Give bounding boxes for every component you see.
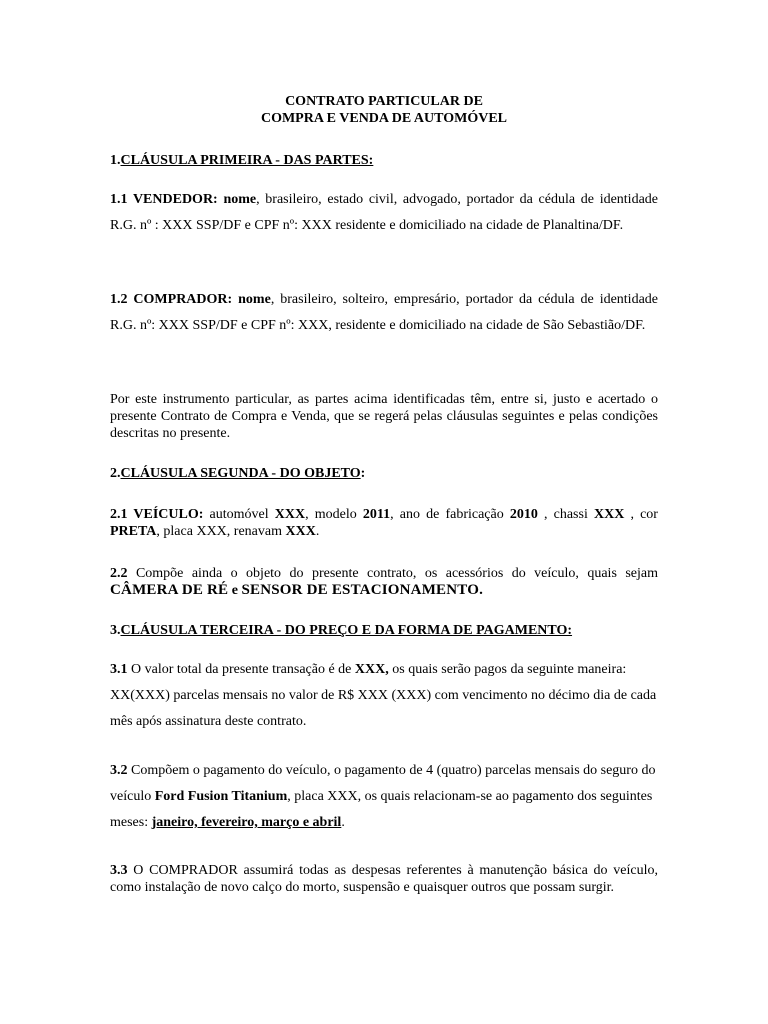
seller-text: , brasileiro, estado civil, advogado, portador da cédula de identidade R.G. nº : XXX SSP/DF e CPF nº: XXX residente e domiciliado na cidade de Planaltina/DF. (110, 192, 659, 233)
vehicle-make: XXX (274, 507, 306, 522)
accessories-conjunction: e (228, 583, 242, 598)
title-line-1: CONTRATO PARTICULAR DE (285, 94, 483, 109)
clause1-heading (110, 152, 658, 170)
buyer-label: 1.2 COMPRADOR: (110, 292, 233, 307)
vehicle-paragraph (110, 506, 658, 540)
clause2-heading (110, 465, 658, 483)
insurance-paragraph (110, 758, 658, 836)
seller-label: 1.1 VENDEDOR: (110, 192, 218, 207)
accessory-camera: CÂMERA DE RÉ (110, 582, 229, 598)
payment-value-paragraph (110, 657, 658, 735)
seller-name: nome (223, 192, 257, 207)
p31-text-2: os quais serão pagos da seguinte maneira: XX(XXX) parcelas mensais no valor de R$ XXX (XXX) com vencimento no décimo dia de cada mês após assinatura deste contrato. (110, 662, 657, 729)
clause1-title: CLÁUSULA PRIMEIRA - DAS PARTES: (120, 153, 374, 168)
vehicle-text-1: automóvel (203, 507, 275, 522)
contract-title (0, 93, 768, 127)
vehicle-text-3: , ano de fabricação (390, 507, 510, 522)
clause2-colon: : (360, 466, 366, 481)
p33-label: 3.3 (110, 863, 128, 878)
vehicle-color: PRETA (110, 524, 157, 539)
p32-text-1: Compõem o pagamento do veículo, o pagamento de 4 (quatro) parcelas mensais do seguro do veículo (110, 763, 656, 804)
clause1-number: 1. (110, 153, 121, 168)
clause3-heading (110, 622, 658, 640)
clause3-title: CLÁUSULA TERCEIRA - DO PREÇO E DA FORMA DE PAGAMENTO: (120, 623, 573, 638)
p32-label: 3.2 (110, 763, 128, 778)
p32-vehicle-model: Ford Fusion Titanium (154, 789, 288, 804)
intro-paragraph: Por este instrumento particular, as partes acima identificadas têm, entre si, justo e acertado o presente Contrato de Compra e Venda, que se regerá pelas cláusulas seguintes e pelas condições descritas no presente. (110, 392, 658, 441)
p32-text-3: . (341, 815, 345, 830)
p32-months: janeiro, fevereiro, março e abril (151, 815, 342, 830)
vehicle-label: 2.1 VEÍCULO: (110, 507, 204, 522)
vehicle-text-2: , modelo (305, 507, 363, 522)
accessories-paragraph (110, 565, 658, 599)
vehicle-text-4: , chassi (537, 507, 594, 522)
p31-label: 3.1 (110, 662, 128, 677)
p31-text-1: O valor total da presente transação é de (127, 662, 355, 677)
vehicle-renavam: XXX (285, 524, 316, 539)
accessories-text: Compõe ainda o objeto do presente contrato, os acessórios do veículo, quais sejam (127, 566, 658, 581)
vehicle-text-7: . (315, 524, 320, 539)
buyer-text: , brasileiro, solteiro, empresário, portador da cédula de identidade R.G. nº: XXX SSP/DF e CPF nº: XXX, residente e domiciliado na cidade de São Sebastião/DF. (110, 292, 659, 333)
vehicle-model-year: 2011 (362, 507, 391, 522)
vehicle-text-6: , placa XXX, renavam (156, 524, 286, 539)
accessories-label: 2.2 (110, 566, 128, 581)
p32-text-2: , placa XXX, os quais relacionam-se ao pagamento dos seguintes meses: (110, 789, 653, 830)
maintenance-paragraph (110, 862, 658, 896)
clause2-title: CLÁUSULA SEGUNDA - DO OBJETO (120, 466, 361, 481)
clause2-number: 2. (110, 466, 121, 481)
vehicle-text-5: , cor (624, 507, 658, 522)
clause3-number: 3. (110, 623, 121, 638)
vehicle-manufacture-year: 2010 (509, 507, 538, 522)
accessory-sensor: SENSOR DE ESTACIONAMENTO. (241, 582, 484, 598)
p31-total-value: XXX, (354, 662, 389, 677)
title-line-2: COMPRA E VENDA DE AUTOMÓVEL (260, 111, 508, 126)
buyer-name: nome (238, 292, 271, 307)
p33-text: O COMPRADOR assumirá todas as despesas referentes à manutenção básica do veículo, como instalação de novo calço do morto, suspensão e quaisquer outros que possam surgir. (110, 863, 658, 895)
seller-paragraph (110, 187, 658, 239)
buyer-paragraph (110, 287, 658, 339)
vehicle-chassis: XXX (593, 507, 625, 522)
